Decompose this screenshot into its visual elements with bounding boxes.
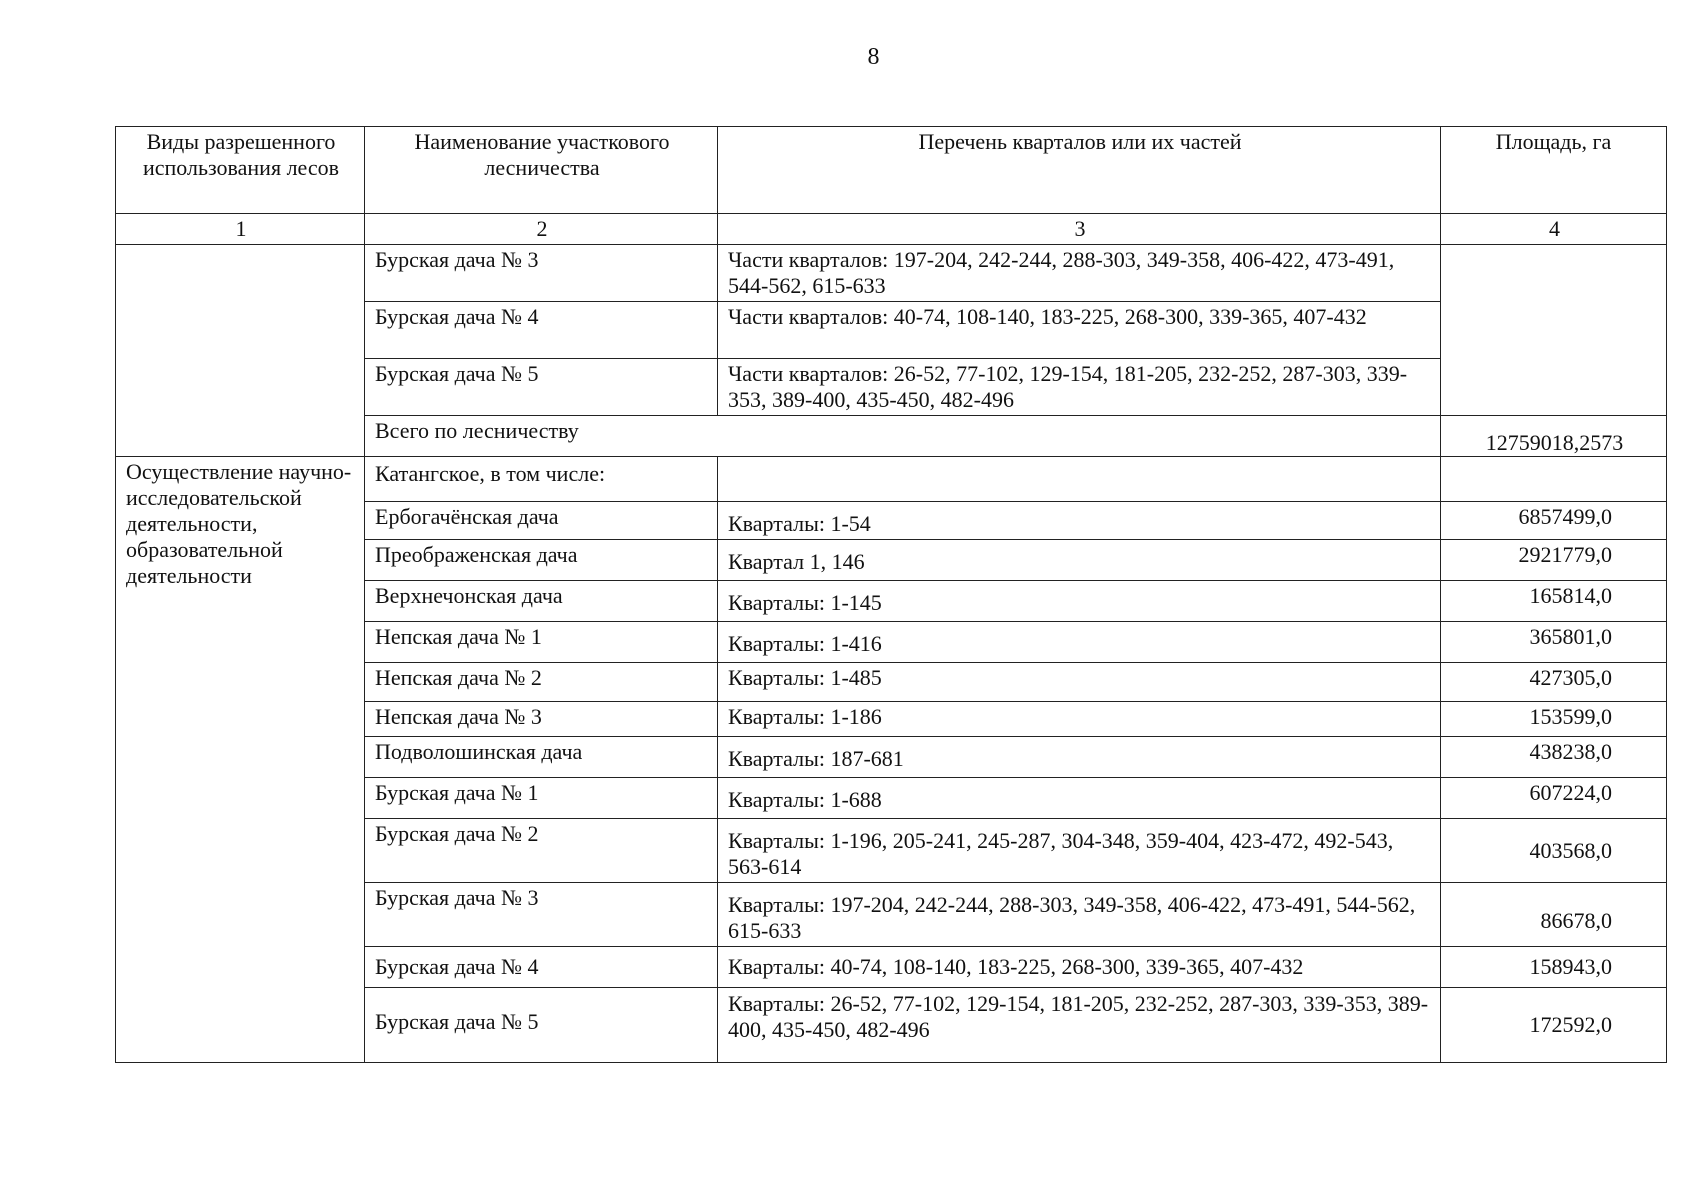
area-value: 86678,0 [1441,883,1667,947]
quarters-list: Квартал 1, 146 [718,540,1441,581]
area-value: 153599,0 [1441,702,1667,737]
header-quarters: Перечень кварталов или их частей [718,127,1441,214]
forest-use-table [115,126,1667,1063]
area-value: 427305,0 [1441,663,1667,702]
quarters-list: Кварталы: 187-681 [718,737,1441,778]
column-number: 1 [116,214,365,245]
area-value: 438238,0 [1441,737,1667,778]
quarters-list: Кварталы: 197-204, 242-244, 288-303, 349-358, 406-422, 473-491, 544-562, 615-633 [718,883,1441,947]
quarters-list: Кварталы: 1-416 [718,622,1441,663]
quarters-list: Части кварталов: 26-52, 77-102, 129-154, 181-205, 232-252, 287-303, 339-353, 389-400, 435-450, 482-496 [718,359,1441,416]
quarters-list: Кварталы: 26-52, 77-102, 129-154, 181-205, 232-252, 287-303, 339-353, 389-400, 435-450, 482-496 [718,988,1441,1063]
column-number: 3 [718,214,1441,245]
forestry-name: Бурская дача № 3 [365,883,718,947]
total-label: Всего по лесничеству [365,416,1441,457]
forestry-name: Бурская дача № 4 [365,302,718,359]
forestry-name: Бурская дача № 5 [365,988,718,1063]
quarters-list: Кварталы: 1-145 [718,581,1441,622]
area-value: 607224,0 [1441,778,1667,819]
forestry-name: Бурская дача № 1 [365,778,718,819]
use-type-cell-empty [116,245,365,457]
quarters-list: Кварталы: 1-54 [718,502,1441,540]
header-forestry-name: Наименование участкового лесничества [365,127,718,214]
use-type-research: Осуществление научно-исследовательской деятельности, образовательной деятельности [116,457,365,1063]
forestry-name: Преображенская дача [365,540,718,581]
forestry-name: Бурская дача № 5 [365,359,718,416]
quarters-list: Части кварталов: 40-74, 108-140, 183-225, 268-300, 339-365, 407-432 [718,302,1441,359]
area-value: 403568,0 [1441,819,1667,883]
forestry-name: Верхнечонская дача [365,581,718,622]
area-empty [1441,457,1667,502]
forestry-name: Бурская дача № 4 [365,947,718,988]
quarters-list: Кварталы: 1-688 [718,778,1441,819]
forestry-name: Подволошинская дача [365,737,718,778]
forestry-name: Непская дача № 3 [365,702,718,737]
area-value: 2921779,0 [1441,540,1667,581]
forestry-name: Непская дача № 2 [365,663,718,702]
area-value: 165814,0 [1441,581,1667,622]
group-row [116,457,1667,502]
quarters-list: Части кварталов: 197-204, 242-244, 288-303, 349-358, 406-422, 473-491, 544-562, 615-633 [718,245,1441,302]
forestry-name: Непская дача № 1 [365,622,718,663]
quarters-list: Кварталы: 1-196, 205-241, 245-287, 304-348, 359-404, 423-472, 492-543, 563-614 [718,819,1441,883]
area-value: 158943,0 [1441,947,1667,988]
area-value: 6857499,0 [1441,502,1667,540]
area-cell-empty [1441,245,1667,416]
header-use-type: Виды разрешенного использования лесов [116,127,365,214]
forestry-name: Ербогачёнская дача [365,502,718,540]
page-number: 8 [867,44,880,70]
quarters-empty [718,457,1441,502]
quarters-list: Кварталы: 40-74, 108-140, 183-225, 268-300, 339-365, 407-432 [718,947,1441,988]
area-value: 172592,0 [1441,988,1667,1063]
table-row [116,245,1667,302]
group-title: Катангское, в том числе: [365,457,718,502]
forestry-name: Бурская дача № 2 [365,819,718,883]
total-area: 12759018,2573 [1441,416,1667,457]
header-area: Площадь, га [1441,127,1667,214]
quarters-list: Кварталы: 1-485 [718,663,1441,702]
table-header-row [116,127,1667,214]
quarters-list: Кварталы: 1-186 [718,702,1441,737]
column-number: 2 [365,214,718,245]
column-number: 4 [1441,214,1667,245]
forestry-name: Бурская дача № 3 [365,245,718,302]
column-number-row [116,214,1667,245]
area-value: 365801,0 [1441,622,1667,663]
